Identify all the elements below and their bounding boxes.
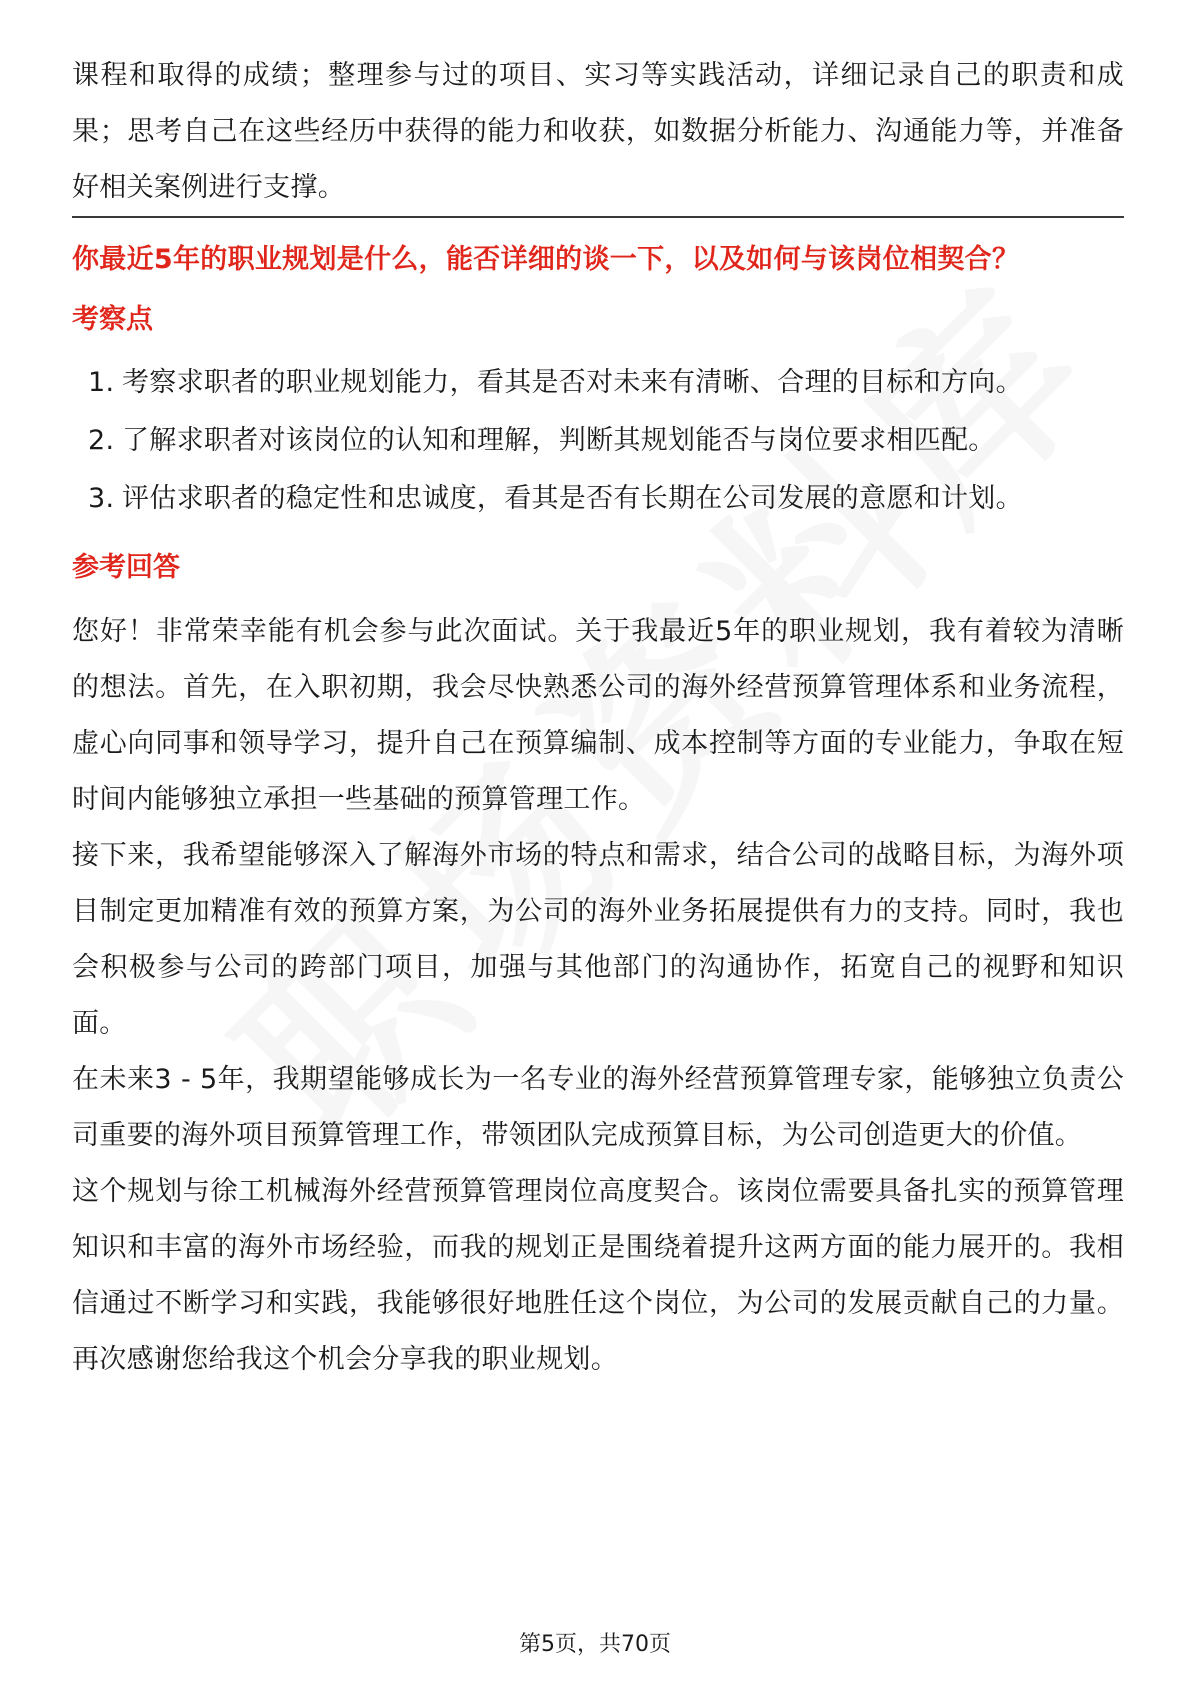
intro-paragraph: 课程和取得的成绩；整理参与过的项目、实习等实践活动，详细记录自己的职责和成果；思考自己在这些经历中获得的能力和收获，如数据分析能力、沟通能力等，并准备好相关案例进行支撑。 bbox=[72, 60, 1124, 203]
section-divider bbox=[72, 216, 1124, 218]
answer-heading: 参考回答 bbox=[72, 552, 180, 583]
page-content bbox=[72, 48, 1124, 1388]
answer-paragraph: 您好！非常荣幸能有机会参与此次面试。关于我最近5年的职业规划，我有着较为清晰的想法。首先，在入职初期，我会尽快熟悉公司的海外经营预算管理体系和业务流程，虚心向同事和领导学习，提升自己在预算编制、成本控制等方面的专业能力，争取在短时间内能够独立承担一些基础的预算管理工作。 bbox=[72, 616, 1124, 815]
list-item-number: 3. bbox=[88, 483, 115, 514]
list-item-number: 2. bbox=[88, 425, 115, 456]
points-heading: 考察点 bbox=[72, 304, 153, 335]
answer-paragraph: 这个规划与徐工机械海外经营预算管理岗位高度契合。该岗位需要具备扎实的预算管理知识和丰富的海外市场经验，而我的规划正是围绕着提升这两方面的能力展开的。我相信通过不断学习和实践，我能够很好地胜任这个岗位，为公司的发展贡献自己的力量。再次感谢您给我这个机会分享我的职业规划。 bbox=[72, 1176, 1124, 1375]
list-item-text: 评估求职者的稳定性和忠诚度，看其是否有长期在公司发展的意愿和计划。 bbox=[122, 483, 1023, 514]
list-item bbox=[72, 354, 1124, 412]
answer-paragraph: 在未来3 - 5年，我期望能够成长为一名专业的海外经营预算管理专家，能够独立负责公司重要的海外项目预算管理工作，带领团队完成预算目标，为公司创造更大的价值。 bbox=[72, 1064, 1124, 1151]
points-list bbox=[72, 354, 1124, 528]
list-item bbox=[72, 412, 1124, 470]
answer-paragraph: 接下来，我希望能够深入了解海外市场的特点和需求，结合公司的战略目标，为海外项目制定更加精准有效的预算方案，为公司的海外业务拓展提供有力的支持。同时，我也会积极参与公司的跨部门项目，加强与其他部门的沟通协作，拓宽自己的视野和知识面。 bbox=[72, 840, 1124, 1039]
list-item-text: 了解求职者对该岗位的认知和理解，判断其规划能否与岗位要求相匹配。 bbox=[122, 425, 996, 456]
page-footer: 第5页，共70页 bbox=[519, 1632, 671, 1657]
list-item-number: 1. bbox=[88, 367, 115, 398]
question-heading: 你最近5年的职业规划是什么，能否详细的谈一下，以及如何与该岗位相契合？ bbox=[72, 244, 1020, 275]
list-item bbox=[72, 470, 1124, 528]
list-item-text: 考察求职者的职业规划能力，看其是否对未来有清晰、合理的目标和方向。 bbox=[122, 367, 1023, 398]
